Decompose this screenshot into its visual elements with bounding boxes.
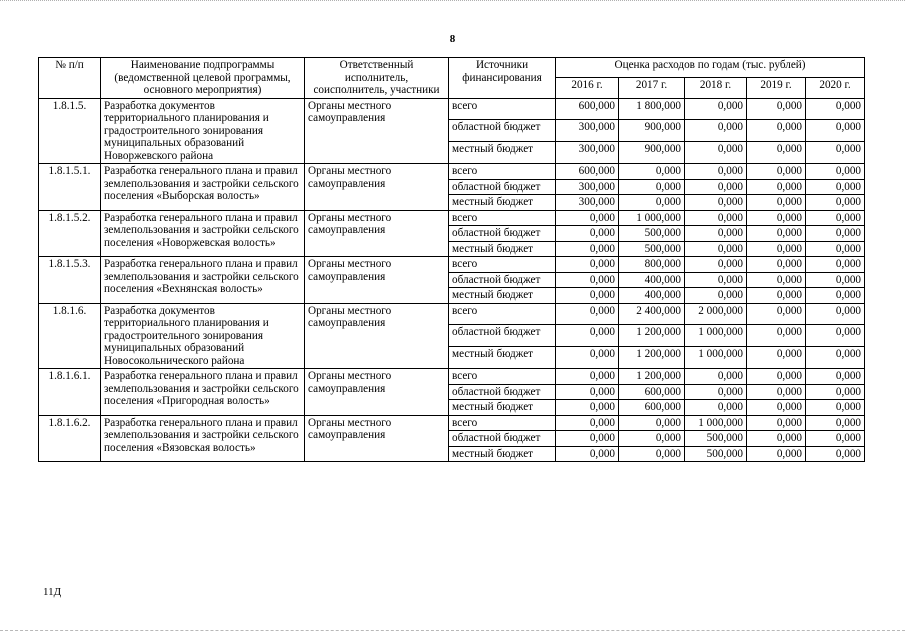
amount-cell: 0,000 [556,288,619,304]
amount-cell: 0,000 [685,272,747,288]
amount-cell: 0,000 [806,241,865,257]
source-label: областной бюджет [449,431,556,447]
amount-cell: 0,000 [747,210,806,226]
amount-cell: 0,000 [556,400,619,416]
amount-cell: 300,000 [556,142,619,164]
amount-cell: 0,000 [806,431,865,447]
amount-cell: 0,000 [685,210,747,226]
amount-cell: 0,000 [806,179,865,195]
amount-cell: 1 200,000 [619,325,685,347]
amount-cell: 900,000 [619,142,685,164]
page-number: 8 [449,33,456,45]
amount-cell: 0,000 [806,446,865,462]
source-label: областной бюджет [449,179,556,195]
amount-cell: 1 200,000 [619,369,685,385]
row-code: 1.8.1.6. [39,303,101,369]
amount-cell: 500,000 [619,226,685,242]
amount-cell: 1 000,000 [685,347,747,369]
amount-cell: 0,000 [747,98,806,120]
header-year: 2016 г. [556,78,619,98]
amount-cell: 0,000 [685,288,747,304]
row-name: Разработка генерального плана и правил землепользования и застройки сельского поселения «Вязовская волость» [101,415,305,462]
amount-cell: 0,000 [747,325,806,347]
amount-cell: 600,000 [556,98,619,120]
row-name: Разработка генерального плана и правил землепользования и застройки сельского поселения «Пригородная волость» [101,369,305,416]
source-label: областной бюджет [449,226,556,242]
row-responsible: Органы местного самоуправления [305,164,449,211]
row-responsible: Органы местного самоуправления [305,415,449,462]
amount-cell: 0,000 [685,226,747,242]
amount-cell: 0,000 [556,446,619,462]
amount-cell: 0,000 [747,241,806,257]
amount-cell: 0,000 [806,347,865,369]
header-responsible: Ответственный исполнитель, соисполнитель, участники [305,58,449,99]
row-responsible: Органы местного самоуправления [305,98,449,164]
amount-cell: 300,000 [556,120,619,142]
source-label: всего [449,257,556,273]
amount-cell: 0,000 [556,325,619,347]
source-label: местный бюджет [449,241,556,257]
amount-cell: 0,000 [619,415,685,431]
amount-cell: 0,000 [685,369,747,385]
row-name: Разработка документов территориального планирования и градостроительного зонирования муниципальных образований Новоржевского района [101,98,305,164]
amount-cell: 0,000 [685,164,747,180]
table-row [39,415,865,431]
amount-cell: 0,000 [685,384,747,400]
amount-cell: 0,000 [747,195,806,211]
amount-cell: 0,000 [806,384,865,400]
source-label: всего [449,210,556,226]
amount-cell: 1 000,000 [619,210,685,226]
amount-cell: 400,000 [619,272,685,288]
amount-cell: 0,000 [556,431,619,447]
header-row [39,58,865,78]
amount-cell: 0,000 [556,226,619,242]
source-label: областной бюджет [449,384,556,400]
amount-cell: 0,000 [806,272,865,288]
row-code: 1.8.1.5.3. [39,257,101,304]
amount-cell: 0,000 [806,303,865,325]
footer-code: 11Д [43,586,62,598]
row-code: 1.8.1.6.2. [39,415,101,462]
source-label: всего [449,303,556,325]
amount-cell: 0,000 [556,241,619,257]
amount-cell: 300,000 [556,195,619,211]
amount-cell: 0,000 [619,431,685,447]
amount-cell: 0,000 [747,164,806,180]
row-name: Разработка документов территориального планирования и градостроительного зонирования муниципальных образований Новосокольнического района [101,303,305,369]
table-row [39,210,865,226]
amount-cell: 0,000 [685,195,747,211]
amount-cell: 0,000 [556,347,619,369]
amount-cell: 0,000 [556,415,619,431]
header-estimate: Оценка расходов по годам (тыс. рублей) [556,58,865,78]
amount-cell: 0,000 [806,369,865,385]
header-name: Наименование подпрограммы (ведомственной целевой программы, основного мероприятия) [101,58,305,99]
amount-cell: 0,000 [806,195,865,211]
amount-cell: 0,000 [747,142,806,164]
source-label: всего [449,98,556,120]
amount-cell: 2 400,000 [619,303,685,325]
source-label: местный бюджет [449,288,556,304]
amount-cell: 2 000,000 [685,303,747,325]
amount-cell: 400,000 [619,288,685,304]
scan-edge-bottom [0,630,905,633]
row-responsible: Органы местного самоуправления [305,210,449,257]
source-label: местный бюджет [449,400,556,416]
table-header [39,58,865,99]
source-label: всего [449,164,556,180]
amount-cell: 0,000 [556,272,619,288]
amount-cell: 0,000 [619,179,685,195]
amount-cell: 0,000 [747,415,806,431]
amount-cell: 1 000,000 [685,325,747,347]
table-row [39,164,865,180]
amount-cell: 0,000 [556,384,619,400]
source-label: областной бюджет [449,272,556,288]
scan-edge-top [0,0,905,3]
amount-cell: 0,000 [806,288,865,304]
amount-cell: 0,000 [806,120,865,142]
amount-cell: 0,000 [619,446,685,462]
amount-cell: 0,000 [685,120,747,142]
amount-cell: 0,000 [747,369,806,385]
amount-cell: 1 800,000 [619,98,685,120]
source-label: местный бюджет [449,347,556,369]
amount-cell: 0,000 [747,120,806,142]
amount-cell: 0,000 [806,210,865,226]
row-name: Разработка генерального плана и правил землепользования и застройки сельского поселения «Вехнянская волость» [101,257,305,304]
source-label: всего [449,415,556,431]
table-row [39,257,865,273]
table-body [39,98,865,462]
amount-cell: 0,000 [747,400,806,416]
amount-cell: 0,000 [747,257,806,273]
amount-cell: 0,000 [685,257,747,273]
amount-cell: 0,000 [685,142,747,164]
amount-cell: 0,000 [747,272,806,288]
amount-cell: 0,000 [806,226,865,242]
amount-cell: 0,000 [806,142,865,164]
row-responsible: Органы местного самоуправления [305,369,449,416]
row-code: 1.8.1.6.1. [39,369,101,416]
amount-cell: 1 000,000 [685,415,747,431]
amount-cell: 0,000 [685,98,747,120]
source-label: местный бюджет [449,142,556,164]
amount-cell: 0,000 [747,179,806,195]
amount-cell: 0,000 [806,257,865,273]
row-name: Разработка генерального плана и правил землепользования и застройки сельского поселения «Новоржевская волость» [101,210,305,257]
table-row [39,98,865,120]
amount-cell: 0,000 [806,400,865,416]
table-row [39,303,865,325]
amount-cell: 900,000 [619,120,685,142]
amount-cell: 0,000 [806,415,865,431]
row-code: 1.8.1.5.1. [39,164,101,211]
source-label: местный бюджет [449,446,556,462]
amount-cell: 0,000 [619,164,685,180]
row-code: 1.8.1.5.2. [39,210,101,257]
amount-cell: 600,000 [556,164,619,180]
amount-cell: 0,000 [556,303,619,325]
amount-cell: 0,000 [806,98,865,120]
row-code: 1.8.1.5. [39,98,101,164]
amount-cell: 0,000 [556,210,619,226]
amount-cell: 500,000 [685,431,747,447]
amount-cell: 300,000 [556,179,619,195]
amount-cell: 0,000 [747,303,806,325]
amount-cell: 1 200,000 [619,347,685,369]
header-num: № п/п [39,58,101,99]
amount-cell: 0,000 [685,179,747,195]
source-label: всего [449,369,556,385]
amount-cell: 0,000 [685,241,747,257]
amount-cell: 0,000 [747,288,806,304]
row-name: Разработка генерального плана и правил землепользования и застройки сельского поселения «Выборская волость» [101,164,305,211]
table-row [39,369,865,385]
amount-cell: 500,000 [685,446,747,462]
amount-cell: 0,000 [556,257,619,273]
amount-cell: 0,000 [619,195,685,211]
amount-cell: 600,000 [619,400,685,416]
source-label: местный бюджет [449,195,556,211]
amount-cell: 0,000 [747,446,806,462]
source-label: областной бюджет [449,120,556,142]
amount-cell: 600,000 [619,384,685,400]
source-label: областной бюджет [449,325,556,347]
amount-cell: 0,000 [806,325,865,347]
row-responsible: Органы местного самоуправления [305,303,449,369]
amount-cell: 0,000 [747,431,806,447]
header-year: 2017 г. [619,78,685,98]
header-year: 2018 г. [685,78,747,98]
row-responsible: Органы местного самоуправления [305,257,449,304]
amount-cell: 800,000 [619,257,685,273]
amount-cell: 0,000 [685,400,747,416]
amount-cell: 0,000 [747,384,806,400]
amount-cell: 0,000 [747,226,806,242]
header-sources: Источники финансирования [449,58,556,99]
header-year: 2020 г. [806,78,865,98]
amount-cell: 0,000 [806,164,865,180]
header-year: 2019 г. [747,78,806,98]
amount-cell: 500,000 [619,241,685,257]
amount-cell: 0,000 [747,347,806,369]
budget-table [38,57,865,462]
amount-cell: 0,000 [556,369,619,385]
